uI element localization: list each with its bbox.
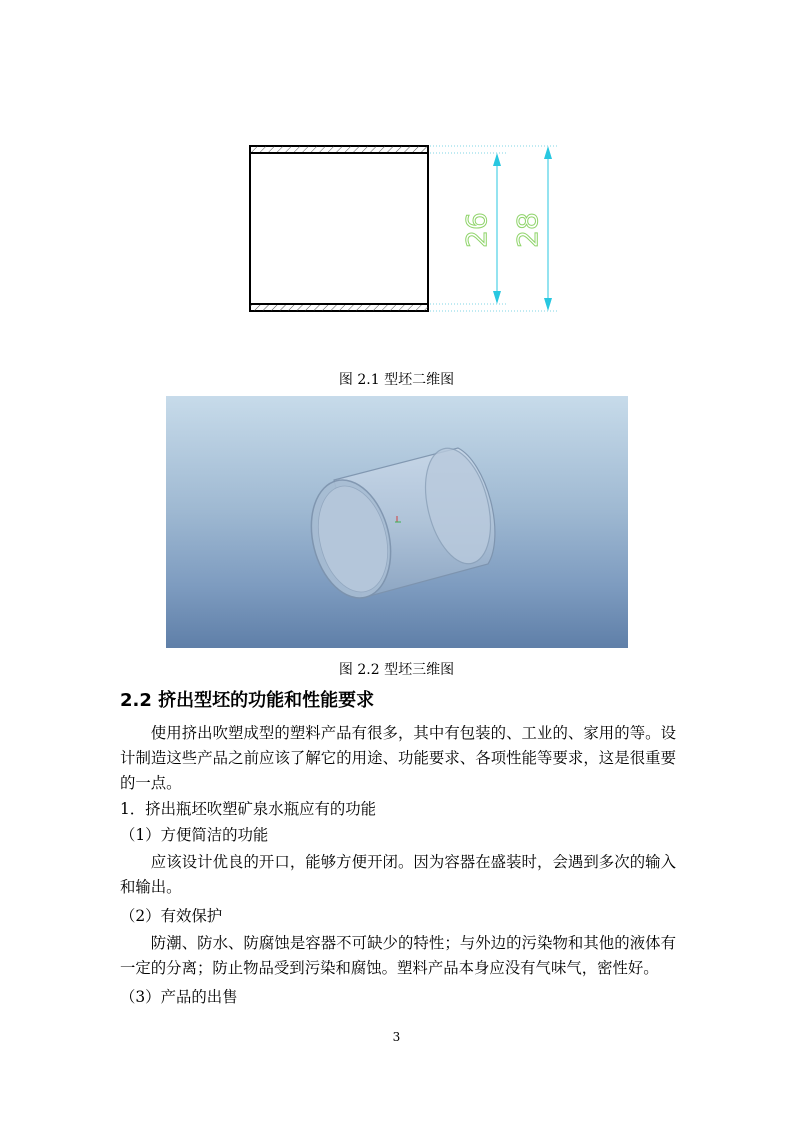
page-number: 3 [392,1030,401,1044]
list-heading-1: 1．挤出瓶坯吹塑矿泉水瓶应有的功能 [120,800,377,818]
top-wall-hatch [250,146,428,153]
subheading-3: （3）产品的出售 [120,988,238,1006]
parison-2d-drawing [240,138,570,323]
paragraph-opening: 应该设计优良的开口，能够方便开闭。因为容器在盛装时，会遇到多次的输入和输出。 [120,853,676,896]
paragraph-protection: 防潮、防水、防腐蚀是容器不可缺少的特性；与外边的污染物和其他的液体有一定的分离；防止物品受到污染和腐蚀。塑料产品本身应没有气味气，密性好。 [120,934,676,977]
dim-28-label: 28 [511,212,544,248]
paragraph-intro: 使用挤出吹塑成型的塑料产品有很多，其中有包装的、工业的、家用的等。设计制造这些产品之前应该了解它的用途、功能要求、各项性能等要求，这是很重要的一点。 [120,724,676,792]
outer-outline [250,146,428,311]
parison-3d-view [166,396,628,648]
subheading-2: （2）有效保护 [120,907,223,925]
drawing-svg [240,138,570,323]
dim-26-label: 26 [460,212,493,248]
subheading-1: （1）方便简洁的功能 [120,826,269,844]
figure-2-2-caption: 图 2.2 型坯三维图 [338,662,455,678]
bottom-wall-hatch [250,304,428,311]
dimension-26 [493,153,501,304]
section-heading: 2.2 挤出型坯的功能和性能要求 [120,690,375,711]
render-svg [166,396,628,648]
figure-2-1-caption: 图 2.1 型坯二维图 [338,372,455,388]
dimension-28 [544,146,552,311]
